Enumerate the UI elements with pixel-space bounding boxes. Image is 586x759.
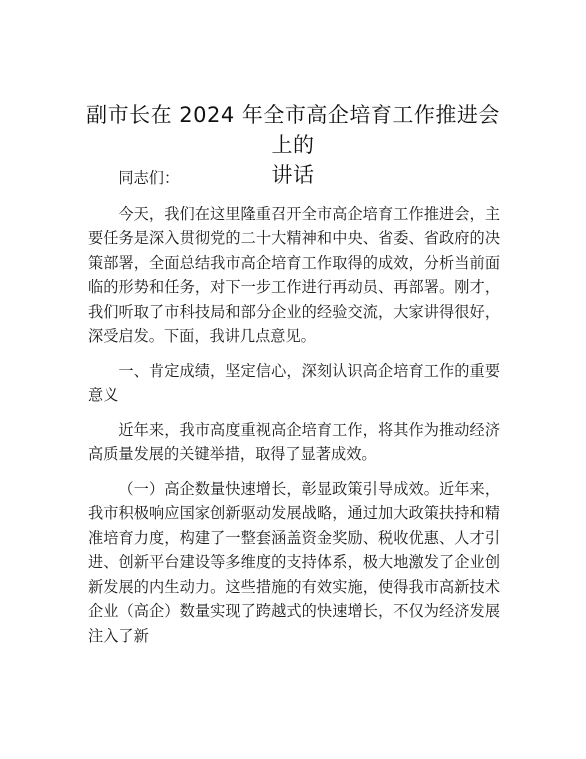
document-body (88, 166, 500, 658)
salutation: 同志们： (118, 169, 180, 187)
section-heading-1: 一、肯定成绩，坚定信心，深刻认识高企培育工作的重要意义 (88, 361, 500, 404)
title-line-2: 讲话 (271, 163, 315, 187)
paragraph-subsection-1: （一）高企数量快速增长，彰显政策引导成效。近年来，我市积极响应国家创新驱动发展战略，通过加大政策扶持和精准培育力度，构建了一整套涵盖资金奖励、税收优惠、人才引进、创新平台建设等多维度的支持体系，极大地激发了企业创新发展的内生动力。这些措施的有效实施，使得我市高新技术企业（高企）数量实现了跨越式的快速增长，不仅为经济发展注入了新 (88, 479, 500, 645)
paragraph-achievements-intro: 近年来，我市高度重视高企培育工作，将其作为推动经济高质量发展的关键举措，取得了显著成效。 (88, 420, 500, 463)
paragraph-opening: 今天，我们在这里隆重召开全市高企培育工作推进会，主要任务是深入贯彻党的二十大精神和中央、省委、省政府的决策部署，全面总结我市高企培育工作取得的成效，分析当前面临的形势和任务，对下一步工作进行再动员、再部署。刚才，我们听取了市科技局和部分企业的经验交流，大家讲得很好，深受启发。下面，我讲几点意见。 (88, 204, 500, 345)
title-line-1: 副市长在 2024 年全市高企培育工作推进会上的 (86, 103, 500, 157)
